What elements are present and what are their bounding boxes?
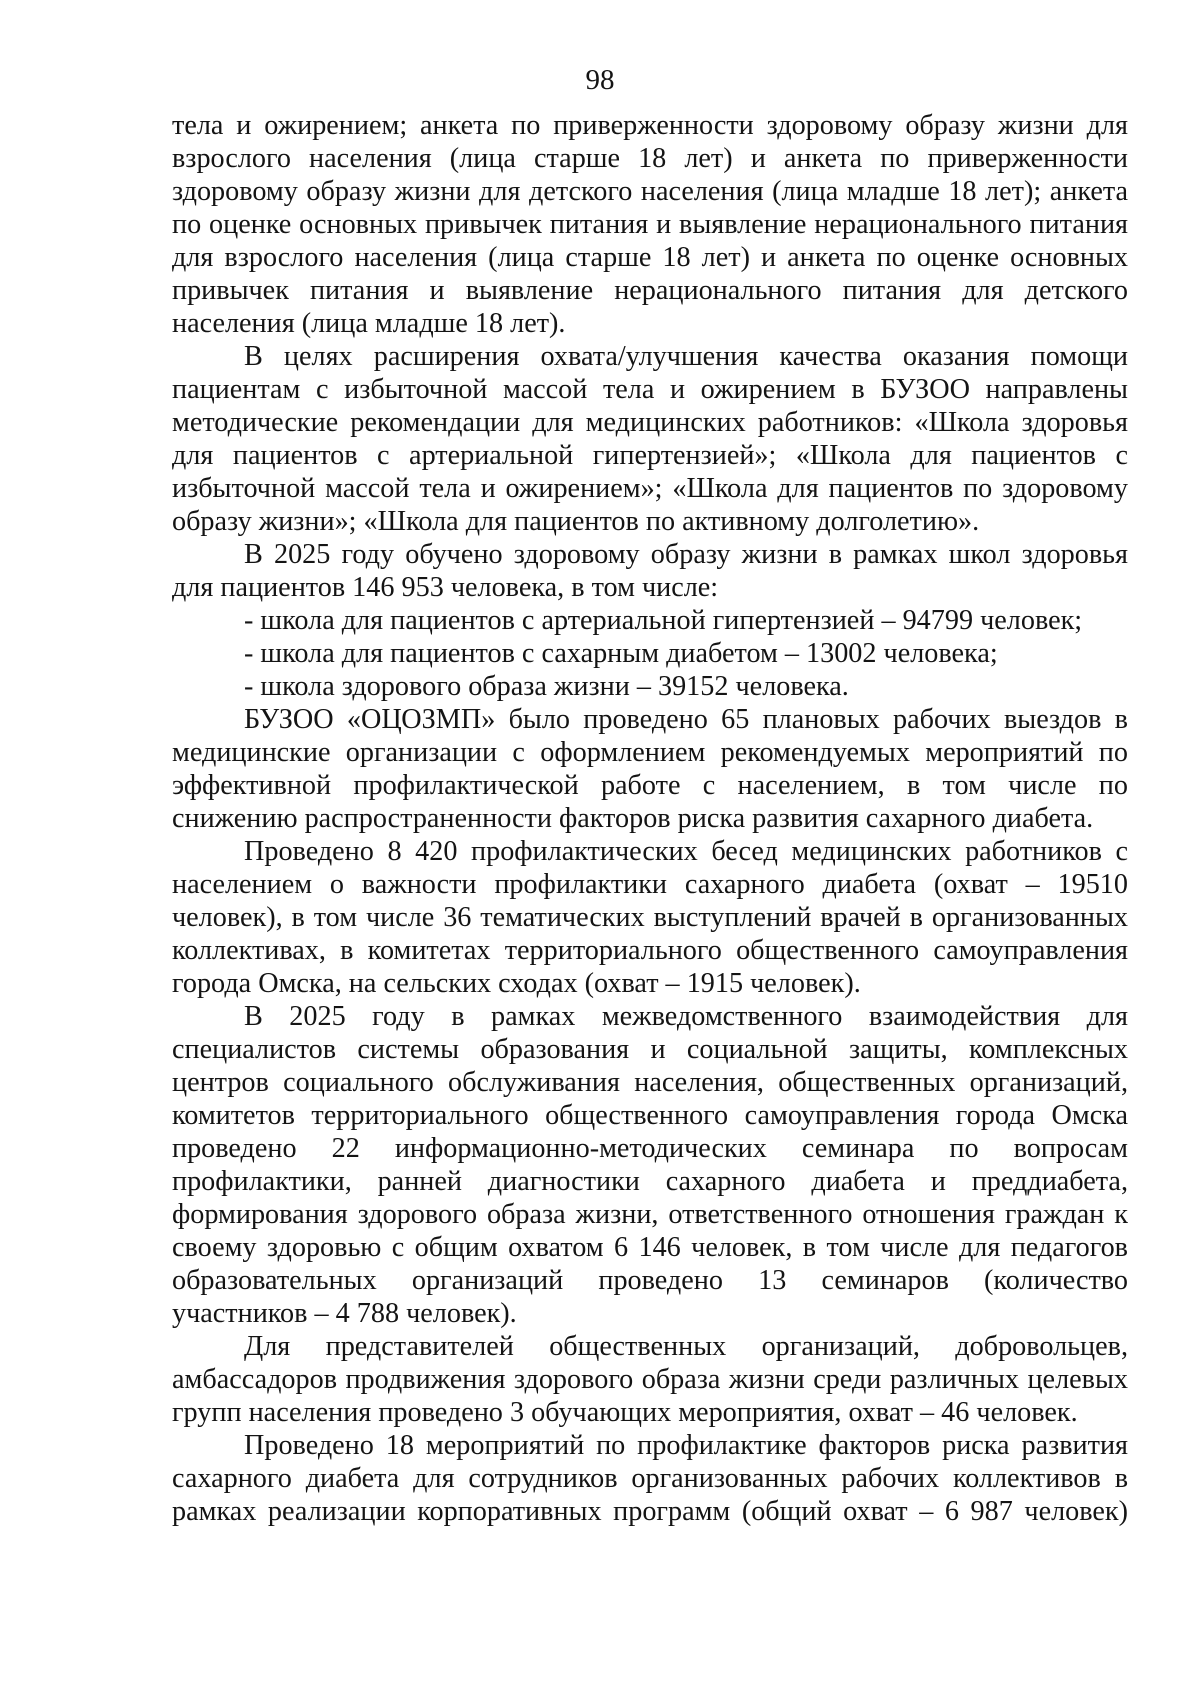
paragraph-questionnaires-continued: тела и ожирением; анкета по приверженности здоровому образу жизни для взрослого населения (лица старше 18 лет) и анкета по приверженности здоровому образу жизни для детского населения (лица младше 18 лет); анкета по оценке основных привычек питания и выявление нерационального питания для взрослого населения (лица старше 18 лет) и анкета по оценке основных привычек питания и выявление нерационального питания для детского населения (лица младше 18 лет).: [172, 110, 1128, 339]
paragraph-methodical-recommendations: В целях расширения охвата/улучшения качества оказания помощи пациентам с избыточной массой тела и ожирением в БУЗОО направлены методические рекомендации для медицинских работников: «Школа здоровья для пациентов с артериальной гипертензией»; «Школа для пациентов с избыточной массой тела и ожирением»; «Школа для пациентов по здоровому образу жизни»; «Школа для пациентов по активному долголетию».: [172, 341, 1128, 537]
page-number: 98: [585, 64, 615, 96]
paragraph-prevention-talks: Проведено 8 420 профилактических бесед медицинских работников с населением о важности профилактики сахарного диабета (охват – 19510 человек), в том числе 36 тематических выступлений врачей в организованных коллективах, в комитетах территориального общественного самоуправления города Омска, на сельских сходах (охват – 1915 человек).: [172, 836, 1128, 999]
paragraph-field-visits: БУЗОО «ОЦОЗМП» было проведено 65 плановых рабочих выездов в медицинские организации с оформлением рекомендуемых мероприятий по эффективной профилактической работе с населением, в том числе по снижению распространенности факторов риска развития сахарного диабета.: [172, 704, 1128, 834]
list-item-hypertension-school: - школа для пациентов с артериальной гипертензией – 94799 человек;: [244, 605, 1083, 636]
list-item-healthy-lifestyle-school: - школа здорового образа жизни – 39152 человека.: [244, 671, 849, 702]
paragraph-corporate-programs: Проведено 18 мероприятий по профилактике факторов риска развития сахарного диабета для сотрудников организованных рабочих коллективов в рамках реализации корпоративных программ (общий охват – 6 987 человек): [172, 1430, 1128, 1527]
paragraph-interagency-seminars: В 2025 году в рамках межведомственного взаимодействия для специалистов системы образования и социальной защиты, комплексных центров социального обслуживания населения, общественных организаций, комитетов территориального общественного самоуправления города Омска проведено 22 информационно-методических семинара по вопросам профилактики, ранней диагностики сахарного диабета и преддиабета, формирования здорового образа жизни, ответственного отношения граждан к своему здоровью с общим охватом 6 146 человек, в том числе для педагогов образовательных организаций проведено 13 семинаров (количество участников – 4 788 человек).: [172, 1001, 1128, 1329]
list-item-diabetes-school: - школа для пациентов с сахарным диабетом – 13002 человека;: [244, 638, 998, 669]
paragraph-volunteer-training: Для представителей общественных организаций, добровольцев, амбассадоров продвижения здорового образа жизни среди различных целевых групп населения проведено 3 обучающих мероприятия, охват – 46 человек.: [172, 1331, 1128, 1428]
document-body: [172, 109, 1128, 1528]
paragraph-health-schools-total: В 2025 году обучено здоровому образу жизни в рамках школ здоровья для пациентов 146 953 человека, в том числе:: [172, 539, 1128, 603]
